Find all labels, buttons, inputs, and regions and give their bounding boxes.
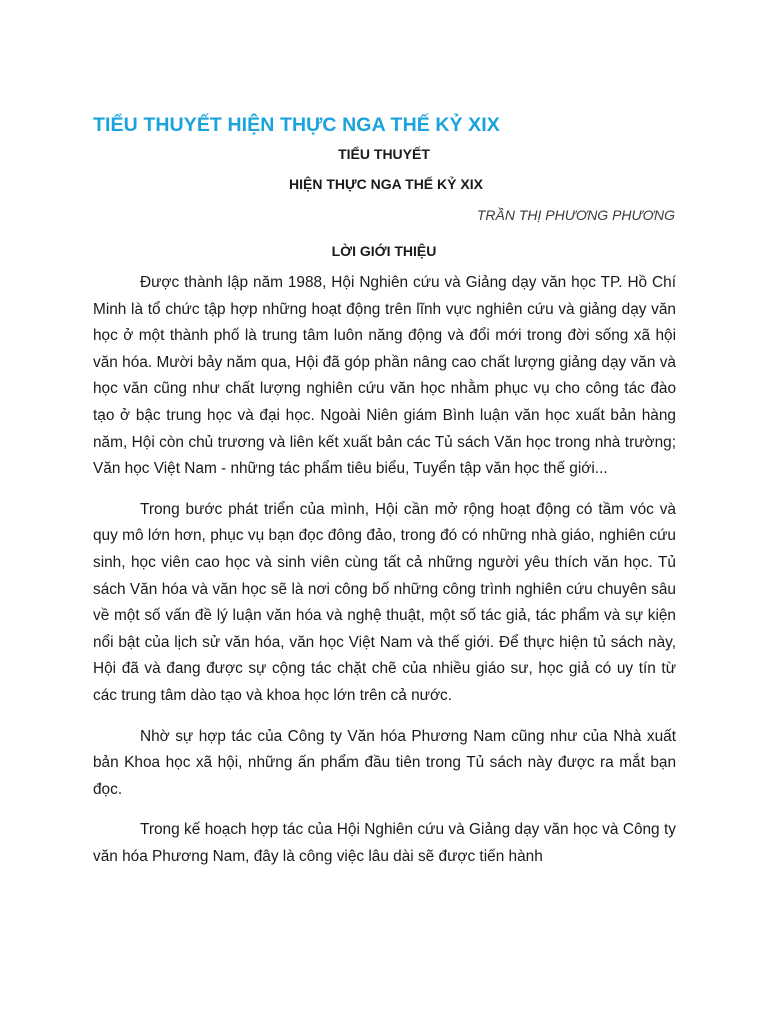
subtitle-line-1: TIỂU THUYẾT [338,146,430,162]
author-name: TRẦN THỊ PHƯƠNG PHƯƠNG [476,207,675,223]
section-title: LỜI GIỚI THIỆU [331,243,437,259]
page-heading: TIỂU THUYẾT HIỆN THỰC NGA THẾ KỶ XIX [93,114,500,136]
paragraph-4: Trong kế hoạch hợp tác của Hội Nghiên cứu và Giảng dạy văn học và Công ty văn hóa Phương Nam, đây là công việc lâu dài sẽ được tiến hành [93,821,676,865]
paragraph-1: Được thành lập năm 1988, Hội Nghiên cứu và Giảng dạy văn học TP. Hồ Chí Minh là tổ chức tập hợp những hoạt động trên lĩnh vực nghiên cứu và giảng dạy văn học ở một thành phố là trung tâm luôn năng động và đổi mới trong đời sống xã hội văn hóa. Mười bảy năm qua, Hội đã góp phần nâng cao chất lượng giảng dạy văn và học văn cũng như chất lượng nghiên cứu văn học nhằm phục vụ cho công tác đào tạo ở bậc trung học và đại học. Ngoài Niên giám Bình luận văn học xuất bản hàng năm, Hội còn chủ trương và liên kết xuất bản các Tủ sách Văn học trong nhà trường; Văn học Việt Nam - những tác phẩm tiêu biểu, Tuyển tập văn học thế giới... [93,274,676,478]
body-text [93,270,676,884]
subtitle-line-2: HIỆN THỰC NGA THẾ KỶ XIX [289,176,483,192]
paragraph-3: Nhờ sự hợp tác của Công ty Văn hóa Phương Nam cũng như của Nhà xuất bản Khoa học xã hội, những ấn phẩm đầu tiên trong Tủ sách này được ra mắt bạn đọc. [93,727,676,798]
paragraph-2: Trong bước phát triển của mình, Hội cần mở rộng hoạt động có tầm vóc và quy mô lớn hơn, phục vụ bạn đọc đông đảo, trong đó có những nhà giáo, nghiên cứu sinh, học viên cao học và sinh viên cùng tất cả những người yêu thích văn học. Tủ sách Văn hóa và văn học sẽ là nơi công bố những công trình nghiên cứu chuyên sâu về một số vấn đề lý luận văn hóa và nghệ thuật, một số tác giả, tác phẩm và sự kiện nổi bật của lịch sử văn hóa, văn học Việt Nam và thế giới. Để thực hiện tủ sách này, Hội đã và đang được sự cộng tác chặt chẽ của nhiều giáo sư, học giả có uy tín từ các trung tâm dào tạo và khoa học lớn trên cả nước. [93,500,676,704]
